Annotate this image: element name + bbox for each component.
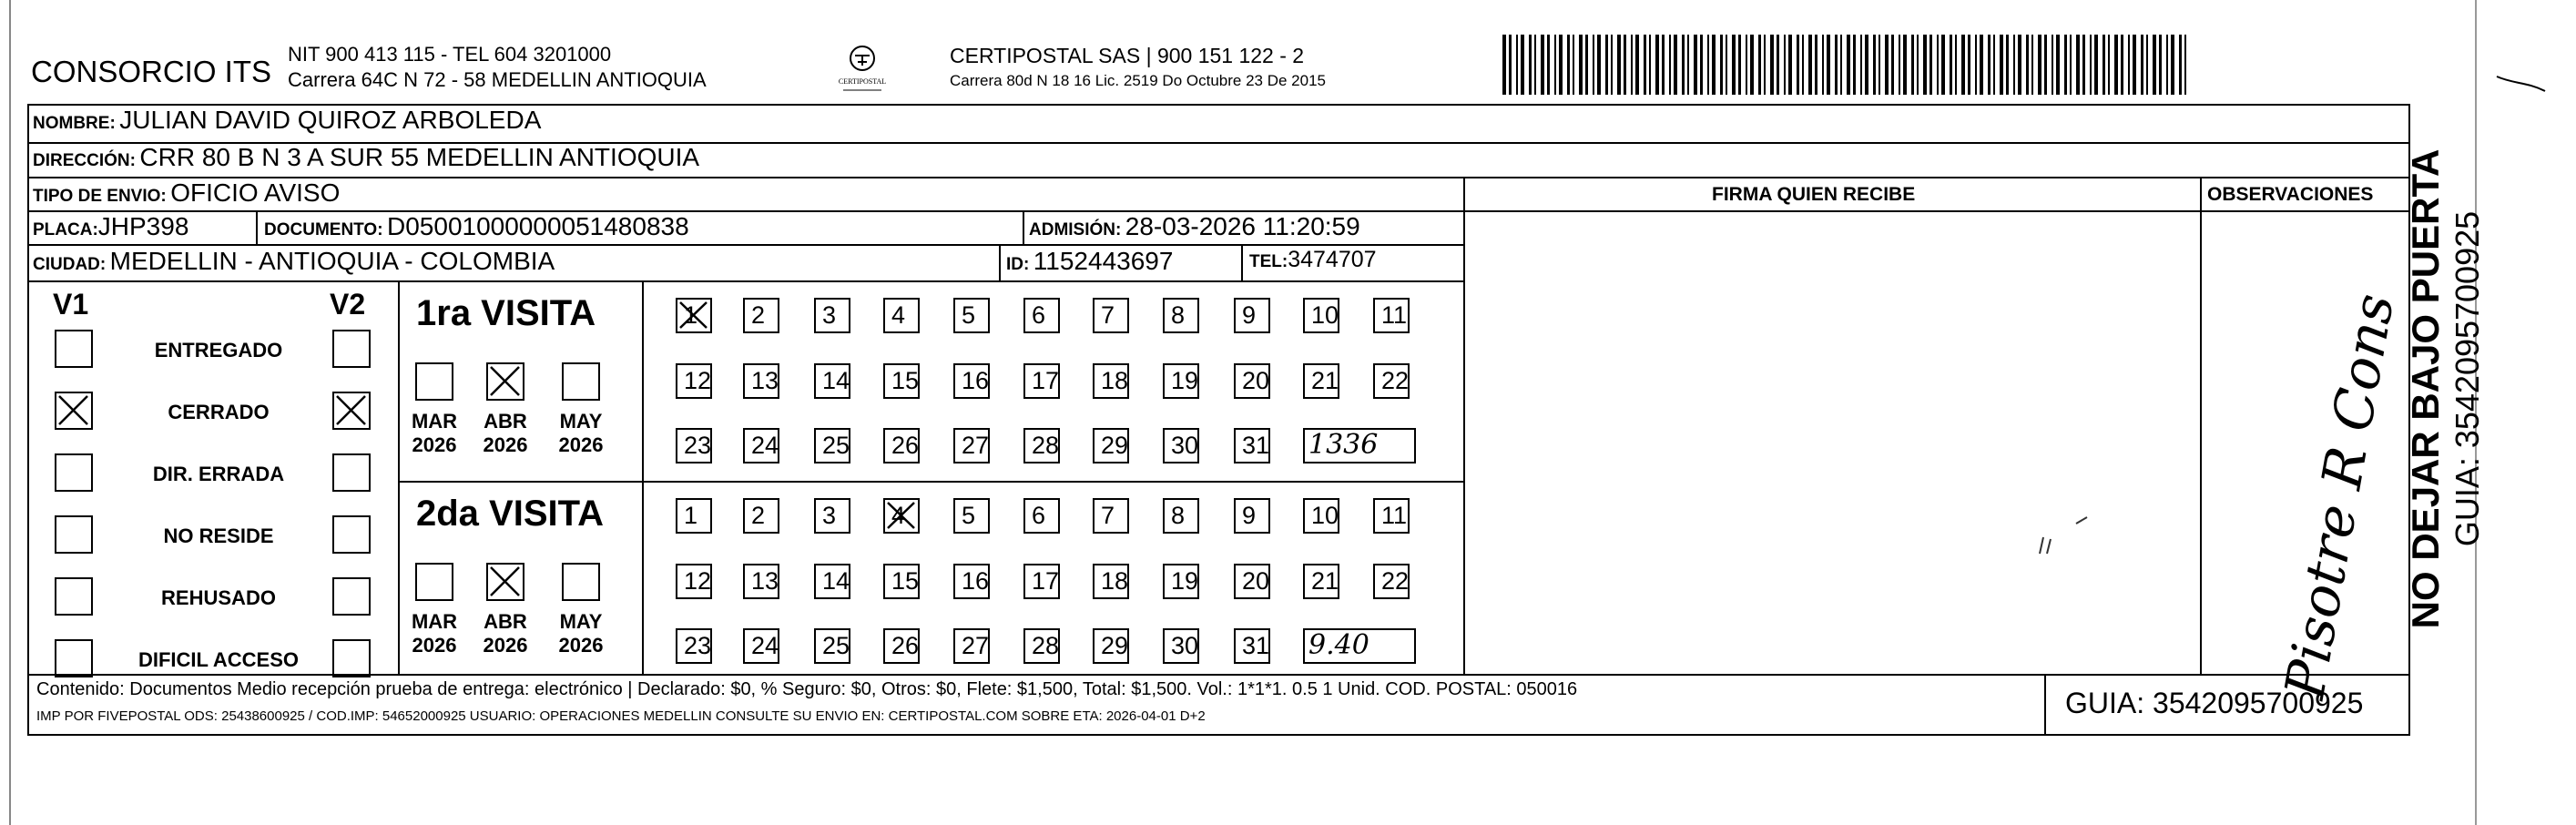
day-number: 6 — [1032, 502, 1046, 529]
v2-header: V2 — [330, 288, 366, 321]
visit-1-day-30[interactable] — [1163, 628, 1199, 664]
visit-1-day-5[interactable] — [953, 498, 990, 534]
day-number: 18 — [1101, 567, 1129, 595]
company-name: CONSORCIO ITS — [31, 55, 272, 88]
nombre-label: NOMBRE: — [33, 114, 116, 133]
month-year: 2026 — [558, 433, 604, 456]
month-name: ABR — [484, 610, 527, 633]
visit-1-day-14[interactable] — [814, 564, 850, 599]
day-number: 31 — [1242, 432, 1270, 459]
visit-1-day-25[interactable] — [814, 628, 850, 664]
visit-1-day-13[interactable] — [743, 564, 779, 599]
direccion-value: CRR 80 B N 3 A SUR 55 MEDELLIN ANTIOQUIA — [139, 143, 700, 171]
footer-contenido: Contenido: Documentos Medio recepción prueba de entrega: electrónico | Declarado: $0, % Seguro: $0, Otros: $0, Flete: $1,500, Total: $1,500. Vol.: 1*1*1. 0.5 1 Unid. COD. POSTAL: 050016 — [36, 679, 1578, 699]
visit-1-day-12[interactable] — [676, 564, 712, 599]
day-number: 31 — [1242, 632, 1270, 659]
month-name: MAY — [559, 610, 603, 633]
day-number: 12 — [684, 367, 712, 394]
visit-1-day-4[interactable] — [883, 498, 920, 534]
v2-checkbox-4[interactable] — [332, 577, 371, 616]
carrier-license: Carrera 80d N 18 16 Lic. 2519 Do Octubre 23 De 2015 — [950, 72, 1326, 89]
day-number: 5 — [962, 301, 976, 329]
visit-0-day-14[interactable] — [814, 363, 850, 399]
visit-0-day-24[interactable] — [743, 428, 779, 463]
visit-1-day-8[interactable] — [1163, 498, 1199, 534]
tipo-envio-value: OFICIO AVISO — [170, 178, 341, 207]
month-year: 2026 — [412, 634, 457, 657]
visit-0-day-28[interactable] — [1023, 428, 1060, 463]
visit-1-month-checkbox-2[interactable] — [562, 563, 600, 601]
day-number: 23 — [684, 632, 712, 659]
day-number: 25 — [822, 432, 850, 459]
visit-0-day-25[interactable] — [814, 428, 850, 463]
status-option-label: NO RESIDE — [163, 525, 274, 547]
v1-header: V1 — [53, 288, 89, 321]
frame-left — [27, 104, 29, 734]
visit-0-month-checkbox-2[interactable] — [562, 362, 600, 401]
visit-0-day-18[interactable] — [1093, 363, 1129, 399]
day-number: 30 — [1171, 632, 1199, 659]
visit-1-day-27[interactable] — [953, 628, 990, 664]
observaciones-handwriting — [2235, 289, 2408, 704]
month-name: MAR — [411, 410, 458, 433]
visit-0-day-15[interactable] — [883, 363, 920, 399]
visit-0-day-21[interactable] — [1303, 363, 1339, 399]
days-divider — [642, 280, 644, 674]
x-mark — [488, 565, 522, 598]
v1-checkbox-5[interactable] — [55, 639, 93, 677]
ciudad-label: CIUDAD: — [33, 255, 107, 274]
visit-0-day-16[interactable] — [953, 363, 990, 399]
direccion-label: DIRECCIÓN: — [33, 151, 136, 170]
status-option-label: CERRADO — [168, 401, 270, 423]
visit-0-day-23[interactable] — [676, 428, 712, 463]
day-number: 29 — [1101, 432, 1129, 459]
day-number: 3 — [822, 301, 837, 329]
company-nit: NIT 900 413 115 - TEL 604 3201000 — [288, 43, 612, 66]
v2-checkbox-1[interactable] — [332, 392, 371, 430]
day-number: 21 — [1311, 367, 1339, 394]
observaciones-column-divider — [2200, 177, 2202, 676]
visit-0-day-30[interactable] — [1163, 428, 1199, 463]
visit-1-day-28[interactable] — [1023, 628, 1060, 664]
day-number: 22 — [1381, 567, 1410, 595]
day-number: 3 — [822, 502, 837, 529]
visit-1-day-23[interactable] — [676, 628, 712, 664]
day-number: 11 — [1381, 301, 1408, 329]
month-year: 2026 — [412, 433, 457, 456]
visit-1-day-31[interactable] — [1234, 628, 1270, 664]
v2-checkbox-5[interactable] — [332, 639, 371, 677]
day-number: 2 — [751, 502, 766, 529]
day-number: 1 — [684, 301, 698, 329]
day-number: 14 — [822, 567, 850, 595]
visit-1-day-1[interactable] — [676, 498, 712, 534]
day-number: 17 — [1032, 367, 1060, 394]
v1-checkbox-4[interactable] — [55, 577, 93, 616]
certipostal-logo — [830, 40, 894, 104]
visit-0-day-26[interactable] — [883, 428, 920, 463]
visit-1-day-6[interactable] — [1023, 498, 1060, 534]
visit-1-day-22[interactable] — [1373, 564, 1410, 599]
day-number: 26 — [891, 432, 920, 459]
visit-1-day-18[interactable] — [1093, 564, 1129, 599]
logo-text: CERTIPOSTAL — [838, 77, 887, 86]
admision-value: 28-03-2026 11:20:59 — [1125, 212, 1360, 240]
month-name: ABR — [484, 410, 527, 433]
month-name: MAR — [411, 610, 458, 633]
day-number: 28 — [1032, 632, 1060, 659]
day-number: 1 — [684, 502, 698, 529]
visit-1-month-checkbox-1[interactable] — [486, 563, 524, 601]
day-number: 18 — [1101, 367, 1129, 394]
visit-0-day-29[interactable] — [1093, 428, 1129, 463]
id-label: ID: — [1006, 255, 1030, 274]
visit-0-day-31[interactable] — [1234, 428, 1270, 463]
day-number: 13 — [751, 367, 779, 394]
v1-checkbox-1[interactable] — [55, 392, 93, 430]
day-number: 19 — [1171, 367, 1199, 394]
visit-1-day-26[interactable] — [883, 628, 920, 664]
visit-1-day-3[interactable] — [814, 498, 850, 534]
day-number: 4 — [891, 502, 906, 529]
day-number: 21 — [1311, 567, 1339, 595]
visit-0-month-checkbox-0[interactable] — [415, 362, 453, 401]
visit-0-day-27[interactable] — [953, 428, 990, 463]
day-number: 22 — [1381, 367, 1410, 394]
visit-1-day-29[interactable] — [1093, 628, 1129, 664]
visit-1-day-2[interactable] — [743, 498, 779, 534]
day-number: 5 — [962, 502, 976, 529]
side-guia — [2449, 141, 2486, 651]
admision-label: ADMISIÓN: — [1029, 220, 1122, 239]
visit-title-0: 1ra VISITA — [416, 293, 596, 333]
day-number: 16 — [962, 367, 990, 394]
day-number: 17 — [1032, 567, 1060, 595]
visit-1-day-11[interactable] — [1373, 498, 1410, 534]
signature-marks — [2031, 510, 2103, 555]
visit-0-day-7[interactable] — [1093, 298, 1129, 333]
visit-0-time[interactable]: 1336 — [1303, 428, 1416, 463]
visit-1-month-checkbox-0[interactable] — [415, 563, 453, 601]
visit-0-day-6[interactable] — [1023, 298, 1060, 333]
day-number: 10 — [1311, 502, 1339, 529]
company-address: Carrera 64C N 72 - 58 MEDELLIN ANTIOQUIA — [288, 68, 707, 91]
visit-0-day-8[interactable] — [1163, 298, 1199, 333]
handwritten-note: Pisotre R Cons — [2273, 289, 2408, 704]
day-number: 4 — [891, 301, 906, 329]
day-number: 13 — [751, 567, 779, 595]
no-dejar-bajo-puerta: NO DEJAR BAJO PUERTA — [2404, 148, 2447, 629]
day-number: 14 — [822, 367, 850, 394]
status-option-label: REHUSADO — [161, 586, 276, 609]
tel-value: 3474707 — [1288, 247, 1377, 272]
visit-1-day-17[interactable] — [1023, 564, 1060, 599]
placa-label: PLACA: — [33, 220, 98, 239]
visit-0-day-17[interactable] — [1023, 363, 1060, 399]
visit-1-day-19[interactable] — [1163, 564, 1199, 599]
documento-label: DOCUMENTO: — [264, 220, 383, 239]
left-edge — [9, 0, 11, 825]
visit-0-day-22[interactable] — [1373, 363, 1410, 399]
footer-guia: GUIA: 3542095700925 — [2065, 687, 2364, 719]
v1-checkbox-2[interactable] — [55, 453, 93, 492]
month-name: MAY — [559, 410, 603, 433]
day-number: 10 — [1311, 301, 1339, 329]
visit-0-day-1[interactable] — [676, 298, 712, 333]
month-year: 2026 — [483, 433, 528, 456]
visit-divider — [398, 481, 1464, 483]
x-mark — [56, 393, 90, 427]
day-number: 7 — [1101, 502, 1115, 529]
v2-checkbox-0[interactable] — [332, 330, 371, 368]
frame-bottom — [27, 734, 2408, 736]
visit-0-day-2[interactable] — [743, 298, 779, 333]
month-year: 2026 — [558, 634, 604, 657]
visit-0-day-12[interactable] — [676, 363, 712, 399]
day-number: 19 — [1171, 567, 1199, 595]
day-number: 24 — [751, 632, 779, 659]
month-year: 2026 — [483, 634, 528, 657]
visit-1-day-16[interactable] — [953, 564, 990, 599]
day-number: 27 — [962, 632, 990, 659]
v1-checkbox-0[interactable] — [55, 330, 93, 368]
visit-0-day-10[interactable] — [1303, 298, 1339, 333]
day-number: 15 — [891, 367, 920, 394]
visit-0-day-3[interactable] — [814, 298, 850, 333]
visit-0-day-5[interactable] — [953, 298, 990, 333]
day-number: 8 — [1171, 301, 1186, 329]
status-option-label: DIFICIL ACCESO — [137, 648, 299, 671]
day-number: 23 — [684, 432, 712, 459]
day-number: 7 — [1101, 301, 1115, 329]
v1-checkbox-3[interactable] — [55, 515, 93, 554]
visit-1-day-24[interactable] — [743, 628, 779, 664]
v2-checkbox-2[interactable] — [332, 453, 371, 492]
visit-1-day-21[interactable] — [1303, 564, 1339, 599]
visit-1-day-15[interactable] — [883, 564, 920, 599]
visit-title-1: 2da VISITA — [416, 494, 604, 534]
visit-0-day-11[interactable] — [1373, 298, 1410, 333]
day-number: 16 — [962, 567, 990, 595]
day-number: 26 — [891, 632, 920, 659]
x-mark — [488, 364, 522, 398]
day-number: 27 — [962, 432, 990, 459]
day-number: 2 — [751, 301, 766, 329]
day-number: 9 — [1242, 502, 1257, 529]
visit-0-day-13[interactable] — [743, 363, 779, 399]
v2-checkbox-3[interactable] — [332, 515, 371, 554]
status-option-label: ENTREGADO — [154, 339, 283, 362]
firma-header: FIRMA QUIEN RECIBE — [1712, 184, 1916, 205]
visit-0-month-checkbox-1[interactable] — [486, 362, 524, 401]
visit-0-day-20[interactable] — [1234, 363, 1270, 399]
barcode — [1502, 35, 2194, 98]
visit-1-day-20[interactable] — [1234, 564, 1270, 599]
firma-column-divider — [1463, 177, 1465, 676]
visit-1-day-9[interactable] — [1234, 498, 1270, 534]
visit-0-day-19[interactable] — [1163, 363, 1199, 399]
status-option-label: DIR. ERRADA — [152, 463, 285, 485]
tipo-envio-label: TIPO DE ENVIO: — [33, 187, 167, 206]
day-number: 20 — [1242, 367, 1270, 394]
day-number: 28 — [1032, 432, 1060, 459]
carrier-line: CERTIPOSTAL SAS | 900 151 122 - 2 — [950, 44, 1305, 67]
day-number: 25 — [822, 632, 850, 659]
day-number: 15 — [891, 567, 920, 595]
observaciones-header: OBSERVACIONES — [2207, 184, 2374, 205]
visit-0-day-9[interactable] — [1234, 298, 1270, 333]
day-number: 8 — [1171, 502, 1186, 529]
day-number: 20 — [1242, 567, 1270, 595]
visit-0-day-4[interactable] — [883, 298, 920, 333]
day-number: 9 — [1242, 301, 1257, 329]
tel-label: TEL: — [1249, 252, 1288, 271]
day-number: 29 — [1101, 632, 1129, 659]
day-number: 6 — [1032, 301, 1046, 329]
ciudad-value: MEDELLIN - ANTIOQUIA - COLOMBIA — [109, 247, 555, 275]
visit-1-day-7[interactable] — [1093, 498, 1129, 534]
visit-1-time[interactable]: 9.40 — [1303, 628, 1416, 664]
side-guia-text: GUIA: 3542095700925 — [2449, 210, 2486, 547]
footer-imp: IMP POR FIVEPOSTAL ODS: 25438600925 / COD.IMP: 54652000925 USUARIO: OPERACIONES MEDELLIN CONSULTE SU ENVIO EN: CERTIPOSTAL.COM SOBRE ETA: 2026-04-01 D+2 — [36, 708, 1206, 724]
nombre-value: JULIAN DAVID QUIROZ ARBOLEDA — [119, 106, 542, 134]
day-number: 11 — [1381, 502, 1408, 529]
id-value: 1152443697 — [1033, 247, 1174, 275]
day-number: 30 — [1171, 432, 1199, 459]
day-number: 24 — [751, 432, 779, 459]
scan-mark — [2495, 66, 2550, 93]
documento-value: D05001000000051480838 — [387, 212, 689, 240]
visit-1-day-10[interactable] — [1303, 498, 1339, 534]
placa-value: JHP398 — [97, 212, 189, 240]
x-mark — [334, 393, 368, 427]
day-number: 12 — [684, 567, 712, 595]
status-divider — [398, 280, 400, 674]
